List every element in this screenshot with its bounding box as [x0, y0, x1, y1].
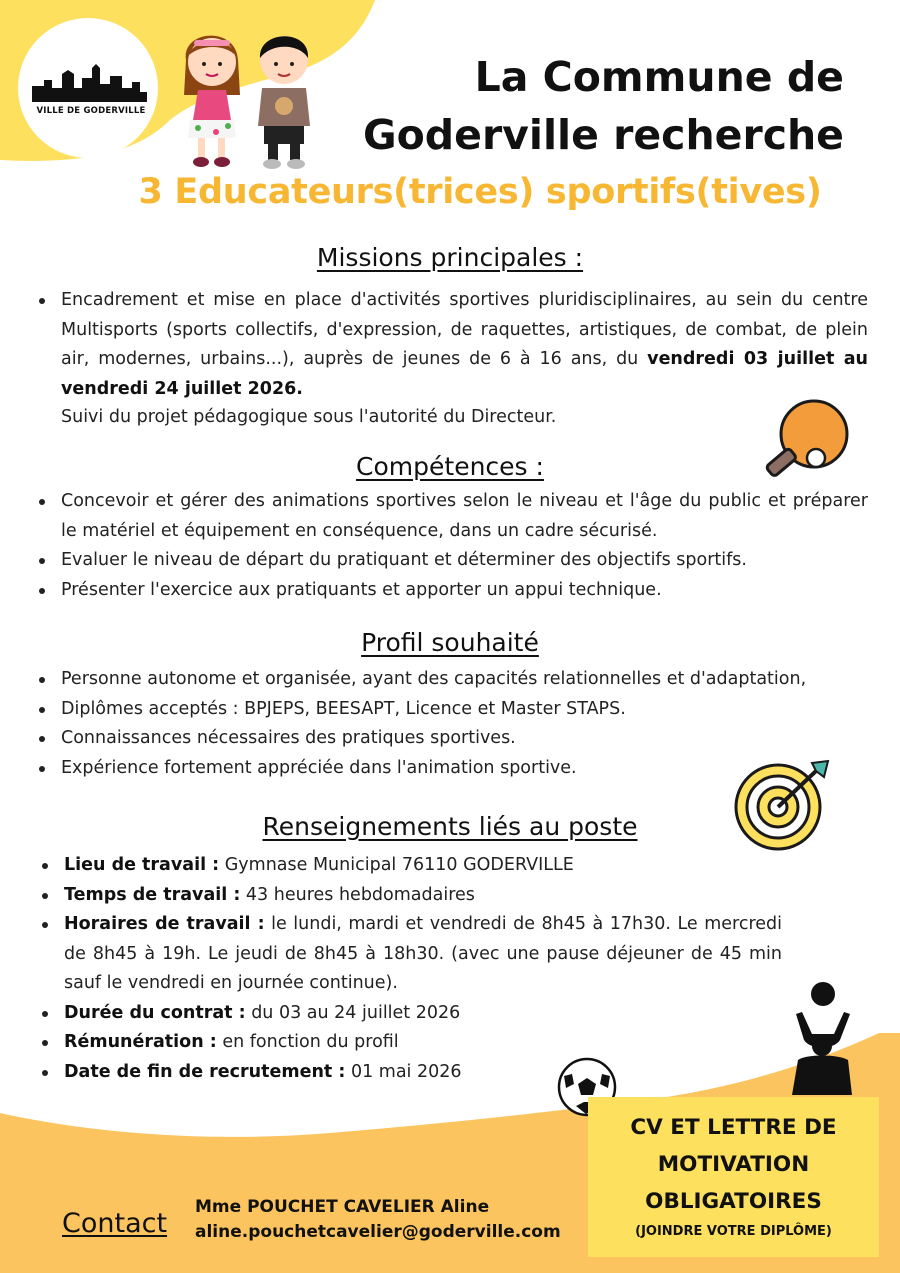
item-label: Date de fin de recrutement :: [64, 1061, 346, 1082]
cv-sub: (JOINDRE VOTRE DIPLÔME): [635, 1224, 832, 1239]
job-subtitle: 3 Educateurs(trices) sportifs(tives): [138, 172, 822, 212]
cv-requirement-box: [588, 1097, 879, 1257]
renseignements-item: [64, 851, 782, 881]
item-value: du 03 au 24 juillet 2026: [245, 1002, 461, 1023]
cv-line-1: CV ET LETTRE DE: [630, 1115, 837, 1140]
logo-text: VILLE DE GODERVILLE: [36, 106, 146, 116]
volleyball-player-icon: [776, 980, 866, 1095]
competences-title: Compétences :: [356, 452, 544, 481]
profil-title: Profil souhaité: [361, 628, 539, 657]
children-illustration: [176, 20, 326, 175]
item-value: 01 mai 2026: [345, 1061, 462, 1082]
item-value: Gymnase Municipal 76110 GODERVILLE: [219, 855, 574, 875]
contact-label: Contact: [62, 1208, 168, 1239]
renseignements-list: [64, 851, 782, 1087]
poster-title: [363, 48, 844, 164]
girl-figure: [184, 36, 240, 167]
competences-list: [61, 487, 868, 605]
renseignements-item: [64, 1028, 782, 1058]
missions-item-text: Encadrement et mise en place d'activités sportives pluridisciplinaires, au sein du centre Multisports (sports collectifs, d'expression, de raquettes, artistiques, de combat, de plein air, modernes, urbains...), auprès de jeunes de 6 à 16 ans, du: [61, 290, 868, 369]
renseignements-title: Renseignements liés au poste: [262, 812, 638, 841]
logo-goderville: [18, 18, 158, 158]
competences-item: Evaluer le niveau de départ du pratiquant et déterminer des objectifs sportifs.: [61, 546, 868, 576]
missions-item-dates: vendredi 03 juillet au vendredi 24 juillet 2026.: [61, 349, 868, 399]
missions-list: [61, 286, 868, 404]
item-label: Rémunération :: [64, 1032, 217, 1052]
item-label: Lieu de travail :: [64, 855, 220, 875]
contact-email-link[interactable]: aline.pouchetcavelier@goderville.com: [195, 1222, 561, 1242]
renseignements-item: [64, 1058, 782, 1088]
item-label: Horaires de travail :: [64, 914, 265, 934]
renseignements-item: [64, 910, 782, 999]
boy-figure: [258, 36, 310, 169]
item-label: Durée du contrat :: [64, 1002, 246, 1023]
contact-name: Mme POUCHET CAVELIER Aline: [195, 1197, 490, 1217]
item-value: le lundi, mardi et vendredi de 8h45 à 17h30. Le mercredi de 8h45 à 19h. Le jeudi de 8h45 à 18h30. (avec une pause déjeuner de 45 min sauf le vendredi en journée continue).: [64, 914, 782, 993]
cv-line-3: OBLIGATOIRES: [645, 1189, 822, 1214]
item-value: 43 heures hebdomadaires: [240, 884, 475, 905]
cv-line-2: MOTIVATION: [657, 1152, 810, 1177]
item-label: Temps de travail :: [64, 884, 241, 905]
missions-title: Missions principales :: [316, 243, 584, 272]
item-value: en fonction du profil: [216, 1032, 399, 1052]
competences-item: Présenter l'exercice aux pratiquants et apporter un appui technique.: [61, 576, 868, 606]
profil-item: Expérience fortement appréciée dans l'animation sportive.: [61, 754, 881, 784]
town-skyline-icon: [32, 62, 147, 102]
renseignements-item: [64, 881, 782, 911]
title-line-1: La Commune de: [474, 53, 844, 101]
missions-item: [61, 286, 868, 404]
title-line-2: Goderville recherche: [362, 111, 844, 159]
competences-item: Concevoir et gérer des animations sportives selon le niveau et l'âge du public et préparer le matériel et équipement en conséquence, dans un cadre sécurisé.: [61, 487, 868, 546]
profil-item: Personne autonome et organisée, ayant des capacités relationnelles et d'adaptation,: [61, 665, 881, 695]
renseignements-item: [64, 999, 782, 1029]
profil-item: Connaissances nécessaires des pratiques sportives.: [61, 724, 881, 754]
missions-note: Suivi du projet pédagogique sous l'autorité du Directeur.: [61, 407, 557, 427]
profil-item: Diplômes acceptés : BPJEPS, BEESAPT, Licence et Master STAPS.: [61, 695, 881, 725]
